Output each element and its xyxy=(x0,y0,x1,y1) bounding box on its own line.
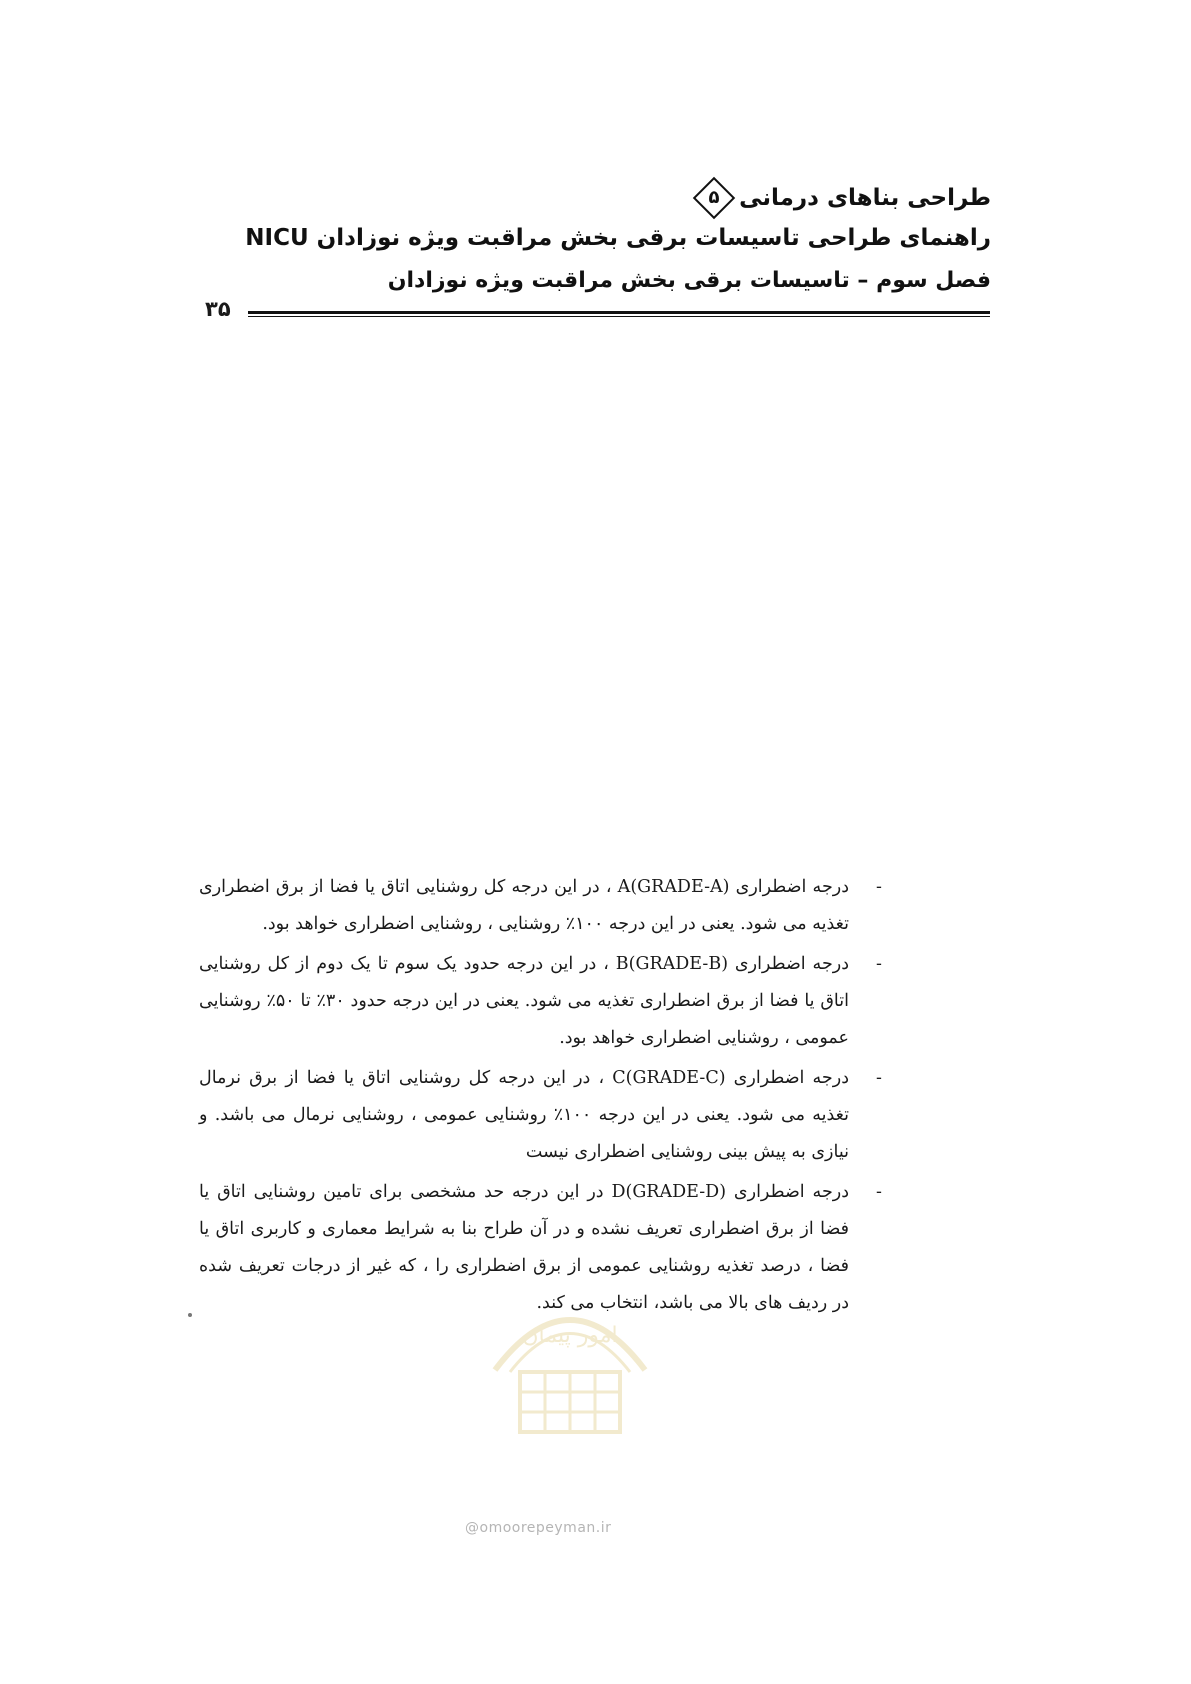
header-rule-thin xyxy=(248,316,990,317)
watermark-seal-icon xyxy=(475,1280,665,1440)
page-number: ۳۵ xyxy=(205,297,231,321)
seal-text: امور پیمان xyxy=(522,1323,618,1348)
book-series-title xyxy=(693,183,991,213)
scan-speck xyxy=(188,1313,192,1317)
grade-d-text: درجه اضطراری (GRADE-D)D در این درجه حد مشخصی برای تامین روشنایی اتاق یا فضا از برق اضطراری تعریف نشده و در آن طراح بنا به شرایط معماری و کاربری اتاق یا فضا ، درصد تغذیه روشنایی عمومی از برق اضطراری را ، که غیر از درجات تعریف شده در ردیف های بالا می باشد، انتخاب می کند. xyxy=(199,1182,850,1313)
guide-title: راهنمای طراحی تاسیسات برقی بخش مراقبت ویژه نوزادان NICU xyxy=(245,225,991,251)
list-item xyxy=(199,1060,889,1171)
bullet-dash: - xyxy=(876,1182,882,1202)
watermark-url: @omoorepeyman.ir xyxy=(465,1520,612,1536)
volume-number: ۵ xyxy=(708,187,720,208)
emergency-grade-list xyxy=(199,869,889,1325)
list-item xyxy=(199,869,889,943)
list-item xyxy=(199,946,889,1057)
chapter-title: فصل سوم – تاسیسات برقی بخش مراقبت ویژه نوزادان xyxy=(387,268,991,293)
bullet-dash: - xyxy=(876,954,882,974)
grade-b-text: درجه اضطراری (GRADE-B)B ، در این درجه حدود یک سوم تا یک دوم از کل روشنایی اتاق یا فضا از برق اضطراری تغذیه می شود. یعنی در این درجه حدود ۳۰٪ تا ۵۰٪ روشنایی عمومی ، روشنایی اضطراری خواهد بود. xyxy=(199,954,850,1048)
header-rule-thick xyxy=(248,311,990,314)
grade-a-text: درجه اضطراری (GRADE-A)A ، در این درجه کل روشنایی اتاق یا فضا از برق اضطراری تغذیه می شود. یعنی در این درجه ۱۰۰٪ روشنایی ، روشنایی اضطراری خواهد بود. xyxy=(199,877,850,934)
volume-number-badge xyxy=(693,177,735,219)
grade-c-text: درجه اضطراری (GRADE-C)C ، در این درجه کل روشنایی اتاق یا فضا از برق نرمال تغذیه می شود. یعنی در این درجه ۱۰۰٪ روشنایی عمومی ، روشنایی نرمال می باشد. و نیازی به پیش بینی روشنایی اضطراری نیست xyxy=(199,1068,849,1162)
book-series-title-text: طراحی بناهای درمانی xyxy=(739,185,991,211)
bullet-dash: - xyxy=(876,877,882,897)
bullet-dash: - xyxy=(876,1068,882,1088)
